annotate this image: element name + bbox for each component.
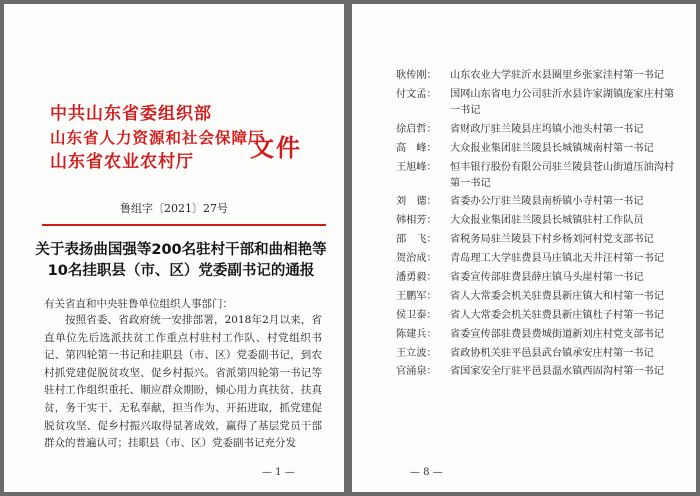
honoree-name: 王立波： — [396, 347, 437, 359]
honoree-position: 恒丰银行股份有限公司驻兰陵县苍山街道压油沟村第一书记 — [450, 161, 675, 189]
honoree-position: 山东农业大学驻沂水县圈里乡张家洼村第一书记 — [450, 70, 664, 81]
honoree-position: 省人大常委会机关驻费县新庄镇大和村第一书记 — [450, 290, 664, 302]
honoree-position: 省国家安全厅驻平邑县温水镇西固沟村第一书记 — [450, 366, 664, 378]
honoree-name: 付文孟： — [396, 88, 437, 100]
honoree-name: 邵 飞： — [396, 234, 437, 246]
honoree-list — [396, 68, 682, 383]
issuer-line: 山东省人力资源和社会保障厅 — [50, 128, 265, 147]
issuer-block — [50, 102, 265, 174]
honoree-position: 大众报业集团驻兰陵县长城镇驻村工作队员 — [450, 215, 644, 227]
page-number: — 8 — — [410, 467, 443, 478]
body-paragraph: 按照省委、省政府统一安排部署，2018年2月以来，省直单位先后选派扶贫工作重点村驻村工作队、村党组织书记、第四轮第一书记和挂职县（市、区）党委副书记，到农村抓党建促脱贫攻坚、促乡村振兴。省派第四轮第一书记等驻村工作组织重托、顺应群众期盼，倾心用力真扶贫、扶真贫，务干实干、无私奉献，担当作为、开拓进取，抓党建促脱贫攻坚、促乡村振兴取得显著成效，赢得了基层党员干部群众的普遍认可；挂职县（市、区）党委副书记充分发 — [44, 314, 322, 450]
honoree-position: 省财政厅驻兰陵县庄坞镇小池头村第一书记 — [450, 123, 644, 135]
honoree-name: 陈建兵： — [396, 328, 437, 340]
list-item — [396, 213, 682, 229]
red-divider — [42, 224, 326, 226]
list-item — [396, 327, 682, 343]
list-item — [396, 68, 682, 84]
list-item — [396, 122, 682, 138]
honoree-name: 潘勇毅： — [396, 272, 437, 284]
honoree-position: 省委宣传部驻费县薛庄镇马头崖村第一书记 — [450, 272, 644, 284]
list-item — [396, 289, 682, 305]
document-page-left — [4, 4, 344, 492]
honoree-name: 官涌泉： — [396, 366, 437, 378]
list-item — [396, 160, 682, 192]
honoree-name: 侯卫泰： — [396, 309, 437, 321]
honoree-name: 王旭峰： — [396, 161, 437, 173]
recipient-line: 有关省直和中央驻鲁单位组织人事部门： — [44, 298, 233, 310]
honoree-name: 贺治成： — [396, 253, 437, 265]
issuer-line: 中共山东省委组织部 — [50, 104, 212, 124]
document-page-right — [352, 4, 696, 492]
document-label: 文件 — [250, 133, 302, 162]
list-item — [396, 308, 682, 324]
list-item — [396, 364, 682, 380]
list-item — [396, 194, 682, 210]
honoree-name: 徐启哲： — [396, 123, 437, 135]
honoree-name: 韩相芳： — [396, 215, 437, 227]
list-item — [396, 232, 682, 248]
honoree-position: 省政协机关驻平邑县武台镇承安庄村第一书记 — [450, 347, 654, 359]
document-title — [24, 240, 338, 282]
list-item — [396, 87, 682, 119]
title-line: 关于表扬曲国强等200名驻村干部和曲相艳等 — [35, 242, 327, 258]
issuer-line: 山东省农业农村厅 — [50, 152, 194, 172]
honoree-position: 省税务局驻兰陵县下村乡杨刘河村党支部书记 — [450, 234, 654, 246]
honoree-name: 耿传刚： — [396, 70, 437, 81]
honoree-position: 省委办公厅驻兰陵县南桥镇小寺村第一书记 — [450, 196, 644, 208]
honoree-name: 高 峰： — [396, 142, 437, 154]
honoree-name: 刘 德： — [396, 196, 437, 208]
list-item — [396, 141, 682, 157]
honoree-position: 省委宣传部驻费县费城街道新刘庄村党支部书记 — [450, 328, 664, 340]
list-item — [396, 346, 682, 362]
honoree-name: 王鹏军： — [396, 290, 437, 302]
title-line: 10名挂职县（市、区）党委副书记的通报 — [47, 263, 315, 279]
honoree-position: 国网山东省电力公司驻沂水县许家湖镇庞家庄村第一书记 — [450, 88, 675, 116]
document-number: 鲁组字〔2021〕27号 — [120, 202, 228, 215]
honoree-position: 省人大常委会机关驻费县新庄镇杜子村第一书记 — [450, 309, 664, 321]
list-item — [396, 251, 682, 267]
list-item — [396, 270, 682, 286]
page-number: — 1 — — [262, 467, 295, 478]
honoree-position: 大众报业集团驻兰陵县长城镇城南村第一书记 — [450, 142, 654, 154]
honoree-position: 青岛理工大学驻费县马庄镇北天井汪村第一书记 — [450, 253, 664, 265]
